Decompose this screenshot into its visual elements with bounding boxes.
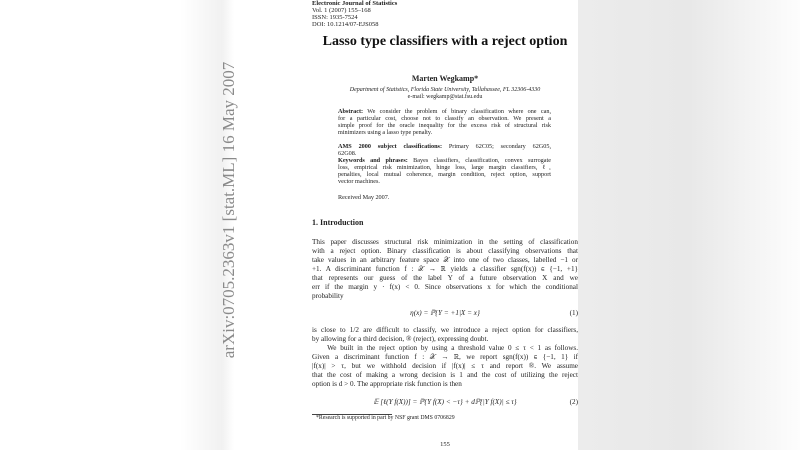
- abstract-line: Abstract: We consider the problem of binary classification where one can,: [338, 108, 551, 115]
- abstract-label: Abstract:: [338, 108, 364, 115]
- journal-name: Electronic Journal of Statistics: [312, 0, 398, 7]
- body-line: This paper discusses structural risk minimization in the setting of classification: [312, 238, 578, 246]
- keywords-label: Keywords and phrases:: [338, 157, 408, 164]
- body-line: We built in the reject option by using a threshold value 0 ≤ τ < 1 as follows.: [312, 344, 578, 352]
- abstract-line: for a particular cost, choose not to classify an observation. We present a: [338, 115, 551, 122]
- body-line: +1. A discriminant function f : 𝒳 → ℝ yields a classifier sgn(f(x)) ∈ {−1, +1}: [312, 265, 578, 273]
- body-line: |f(x)| > τ, but we withhold decision if |f(x)| ≤ τ and report ®. We assume: [312, 362, 578, 370]
- author: Marten Wegkamp*: [411, 74, 479, 83]
- affiliation: Department of Statistics, Florida State University, Tallahassee, FL 32306-4330: [349, 87, 541, 93]
- keywords-line: penalties, local mutual coherence, margin condition, reject option, support: [338, 171, 551, 178]
- paper-page: [300, 0, 578, 450]
- abstract-line: simple proof for the oracle inequality for the excess risk of structural risk: [338, 122, 551, 129]
- issn: ISSN: 1935-7524: [312, 14, 358, 21]
- ams-line: AMS 2000 subject classifications: Primary 62C05; secondary 62G05,: [338, 143, 551, 150]
- left-background: [0, 0, 300, 450]
- paper-title: Lasso type classifiers with a reject option: [322, 34, 568, 49]
- received: Received May 2007.: [338, 194, 390, 201]
- equation-number: (2): [569, 398, 578, 406]
- body-line: that represents our guess of the label Y of a future observation X and we: [312, 274, 578, 282]
- body-line: probability: [312, 292, 344, 300]
- equation-2: 𝔼 [ℓ(Y f(X))] = ℙ{Y f(X) < −τ} + dℙ{|Y f(X)| ≤ τ} (2): [373, 398, 578, 406]
- keywords-line: vector machines.: [338, 178, 380, 185]
- body-line: is close to 1/2 are difficult to classify, we introduce a reject option for classifiers,: [312, 326, 578, 334]
- body-line: that the cost of making a wrong decision is 1 and the cost of utilizing the reject: [312, 371, 578, 379]
- equation-1: η(x) = ℙ{Y = +1|X = x} (1): [410, 309, 578, 317]
- arxiv-stamp: arXiv:0705.2363v1 [stat.ML] 16 May 2007: [219, 61, 238, 359]
- body-line: err if the margin y · f(x) < 0. Since observations x for which the conditional: [312, 283, 578, 291]
- keywords-line: Keywords and phrases: Bayes classifiers, classification, convex surrogate: [338, 157, 551, 164]
- footnote: *Research is supported in part by NSF grant DMS 0706829: [316, 415, 455, 421]
- body-line: Given a discriminant function f : 𝒳 → ℝ, we report sgn(f(x)) ∈ {−1, 1} if: [312, 353, 578, 361]
- right-background: [578, 0, 800, 450]
- doi: DOI: 10.1214/07-EJS058: [312, 21, 379, 28]
- body-line: take values in an arbitrary feature space 𝒳 into one of two classes, labelled −1 or: [312, 256, 578, 264]
- abstract-line: minimizers using a lasso type penalty.: [338, 129, 433, 136]
- page-number: 155: [440, 441, 450, 448]
- section-heading: 1. Introduction: [312, 218, 364, 227]
- ams-line: 62G08.: [338, 150, 357, 157]
- volume-info: Vol. 1 (2007) 155–168: [312, 7, 371, 14]
- ams-label: AMS 2000 subject classifications:: [338, 143, 443, 150]
- email: e-mail: wegkamp@stat.fsu.edu: [407, 94, 483, 100]
- body-line: by allowing for a third decision, ® (reject), expressing doubt.: [312, 335, 489, 343]
- body-line: option is d > 0. The appropriate risk function is then: [312, 380, 462, 388]
- equation-number: (1): [569, 309, 578, 317]
- keywords-line: loss, empirical risk minimization, hinge loss, large margin classifiers, ℓ₁: [338, 164, 551, 171]
- body-line: with a reject option. Binary classification is about classifying observations that: [312, 247, 578, 255]
